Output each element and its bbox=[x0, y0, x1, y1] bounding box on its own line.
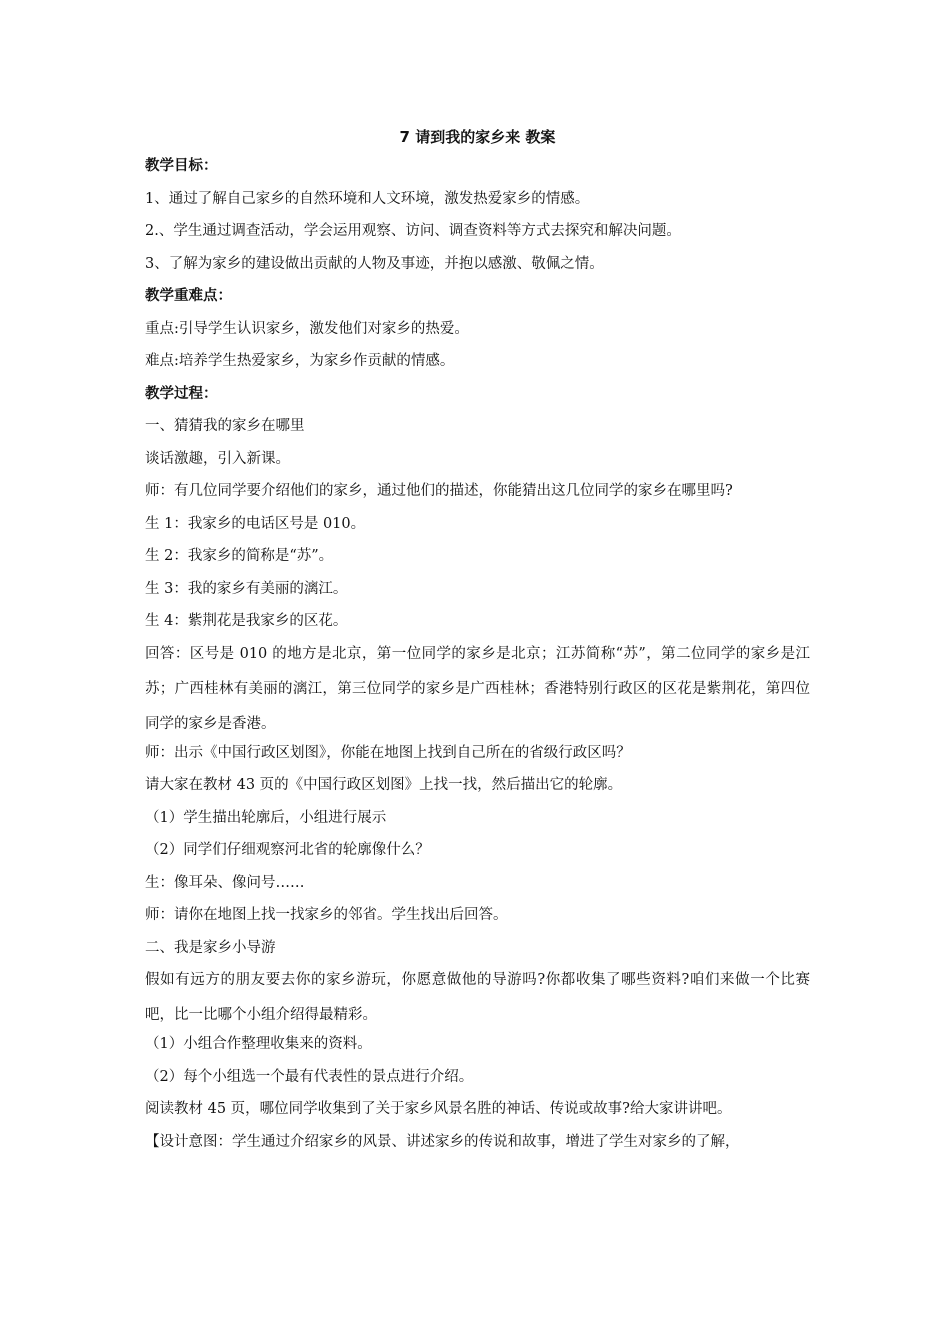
document-body bbox=[145, 124, 810, 1164]
task-line-1: 请大家在教材 43 页的《中国行政区划图》上找一找，然后描出它的轮廓。 bbox=[145, 777, 623, 793]
document-title: 7 请到我的家乡来 教案 bbox=[399, 128, 556, 146]
answer-paragraph: 回答：区号是 010 的地方是北京，第一位同学的家乡是北京；江苏简称“苏”，第二位同学的家乡是江苏；广西桂林有美丽的漓江，第三位同学的家乡是广西桂林；香港特别行政区的区花是紫荆花，第四位同学的家乡是香港。 bbox=[145, 645, 810, 732]
goal-3: 3、了解为家乡的建设做出贡献的人物及事迹，并抱以感激、敬佩之情。 bbox=[145, 255, 604, 272]
teacher-line-3: 师：请你在地图上找一找家乡的邻省。学生找出后回答。 bbox=[145, 907, 508, 923]
goal-1: 1、通过了解自己家乡的自然环境和人文环境，激发热爱家乡的情感。 bbox=[145, 190, 590, 207]
step-1: （1）学生描出轮廓后，小组进行展示 bbox=[145, 809, 387, 826]
goals-heading: 教学目标： bbox=[145, 158, 218, 174]
goal-2: 2.、学生通过调查活动，学会运用观察、访问、调查资料等方式去探究和解决问题。 bbox=[145, 223, 681, 239]
key-point: 重点:引导学生认识家乡，激发他们对家乡的热爱。 bbox=[145, 320, 469, 337]
part-1-title: 一、猜猜我的家乡在哪里 bbox=[145, 418, 305, 434]
student-line-5: 生：像耳朵、像问号…… bbox=[145, 874, 305, 891]
design-intent-line: 【设计意图：学生通过介绍家乡的风景、讲述家乡的传说和故事，增进了学生对家乡的了解， bbox=[145, 1133, 740, 1150]
process-heading: 教学过程： bbox=[145, 385, 218, 402]
student-line-4: 生 4：紫荆花是我家乡的区花。 bbox=[145, 613, 348, 629]
intro-text: 谈话激趣，引入新课。 bbox=[145, 450, 290, 467]
teacher-line-1: 师：有几位同学要介绍他们的家乡，通过他们的描述，你能猜出这几位同学的家乡在哪里吗? bbox=[145, 483, 733, 499]
reading-line: 阅读教材 45 页，哪位同学收集到了关于家乡风景名胜的神话、传说或故事?给大家讲讲吧。 bbox=[145, 1101, 732, 1117]
student-line-2: 生 2：我家乡的简称是“苏”。 bbox=[145, 548, 334, 564]
difficult-point: 难点:培养学生热爱家乡，为家乡作贡献的情感。 bbox=[145, 353, 455, 369]
teacher-line-2: 师：出示《中国行政区划图》，你能在地图上找到自己所在的省级行政区吗？ bbox=[145, 744, 631, 761]
guide-intro-paragraph: 假如有远方的朋友要去你的家乡游玩，你愿意做他的导游吗?你都收集了哪些资料?咱们来做一个比赛吧，比一比哪个小组介绍得最精彩。 bbox=[145, 972, 810, 1023]
group-step-2: （2）每个小组选一个最有代表性的景点进行介绍。 bbox=[145, 1068, 474, 1085]
student-line-1: 生 1：我家乡的电话区号是 010。 bbox=[145, 515, 366, 532]
part-2-title: 二、我是家乡小导游 bbox=[145, 939, 276, 956]
key-points-heading: 教学重难点： bbox=[145, 288, 232, 304]
step-2: （2）同学们仔细观察河北省的轮廓像什么？ bbox=[145, 842, 430, 858]
student-line-3: 生 3：我的家乡有美丽的漓江。 bbox=[145, 580, 348, 597]
group-step-1: （1）小组合作整理收集来的资料。 bbox=[145, 1036, 372, 1052]
